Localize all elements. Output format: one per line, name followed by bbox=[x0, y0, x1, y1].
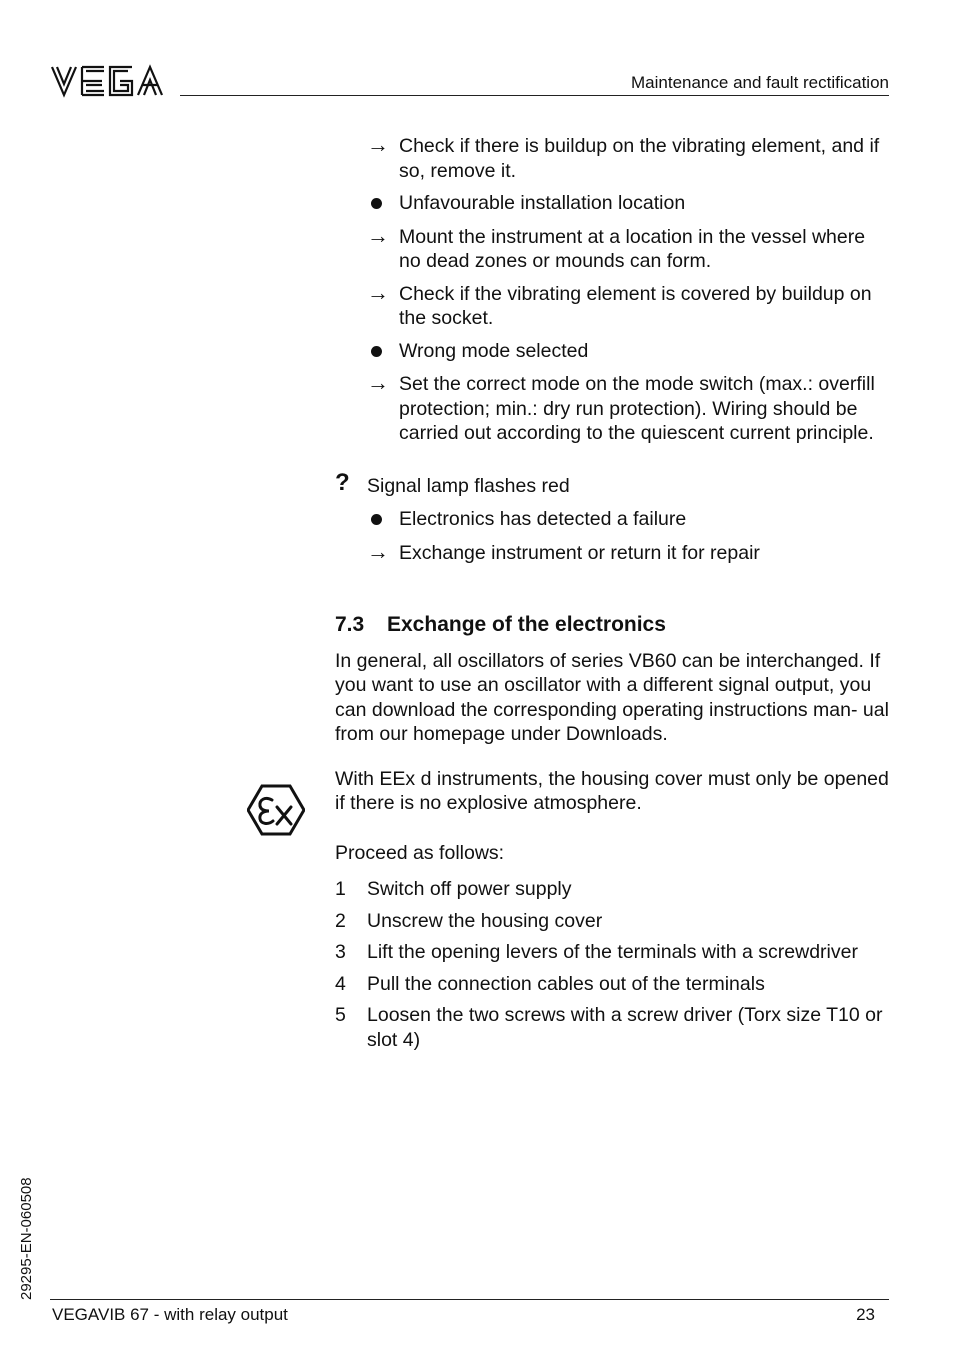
footer-product-name: VEGAVIB 67 - with relay output bbox=[52, 1305, 288, 1324]
question-item: ? Signal lamp flashes red bbox=[335, 468, 570, 497]
steps-list bbox=[335, 877, 891, 1052]
list-item: 2 Unscrew the housing cover bbox=[335, 909, 603, 932]
section-header-title: Maintenance and fault rectification bbox=[631, 73, 889, 92]
bullet-icon bbox=[371, 198, 382, 209]
ex-warning-paragraph: With EEx d instruments, the housing cover must only be opened if there is no explosive atmosphere. bbox=[335, 767, 889, 814]
intro-paragraph: In general, all oscillators of series VB60 can be interchanged. If you want to use an oscillator with a different signal output, you can download the corresponding operating instructions man- ual from our homepage under Downloads. bbox=[335, 649, 889, 745]
arrow-right-icon: → bbox=[367, 279, 389, 305]
vega-logo bbox=[50, 64, 168, 98]
list-item: → Exchange instrument or return it for repair bbox=[367, 538, 760, 564]
bullet-icon bbox=[371, 514, 382, 525]
proceed-paragraph: Proceed as follows: bbox=[335, 841, 505, 864]
arrow-right-icon: → bbox=[367, 370, 389, 395]
arrow-right-icon: → bbox=[367, 222, 389, 248]
arrow-right-icon: → bbox=[367, 538, 389, 564]
list-item: 5 Loosen the two screws with a screw driver (Torx size T10 or slot 4) bbox=[335, 1004, 883, 1051]
list-item: → Set the correct mode on the mode switch (max.: overfill protection; min.: dry run protection). Wiring should be carried out according to the quiescent current principle. bbox=[367, 370, 875, 444]
document-id: 29295-EN-060508 bbox=[18, 1177, 35, 1300]
page-content bbox=[335, 134, 891, 1052]
page-number: 23 bbox=[856, 1305, 875, 1324]
list-item: Unfavourable installation location bbox=[335, 191, 891, 216]
list-item: 4 Pull the connection cables out of the terminals bbox=[335, 972, 765, 995]
list-item: Wrong mode selected bbox=[335, 339, 891, 364]
list-item: → Check if the vibrating element is covered by buildup on the socket. bbox=[367, 279, 872, 329]
list-item: 3 Lift the opening levers of the terminals with a screwdriver bbox=[335, 941, 858, 963]
header-rule bbox=[180, 95, 889, 96]
list-item: Electronics has detected a failure bbox=[335, 507, 891, 532]
ex-explosion-protection-icon bbox=[247, 784, 305, 836]
question-mark-icon: ? bbox=[335, 468, 350, 496]
list-item: 1 Switch off power supply bbox=[335, 878, 572, 900]
arrow-right-icon: → bbox=[367, 132, 389, 157]
list-item: → Mount the instrument at a location in the vessel where no dead zones or mounds can form. bbox=[367, 222, 866, 272]
section-title: Exchange of the electronics bbox=[387, 613, 666, 636]
section-heading bbox=[335, 613, 891, 638]
list-item: → Check if there is buildup on the vibrating element, and if so, remove it. bbox=[367, 132, 880, 182]
section-number: 7.3 bbox=[335, 613, 365, 636]
footer-rule bbox=[50, 1299, 889, 1300]
bullet-icon bbox=[371, 346, 382, 357]
